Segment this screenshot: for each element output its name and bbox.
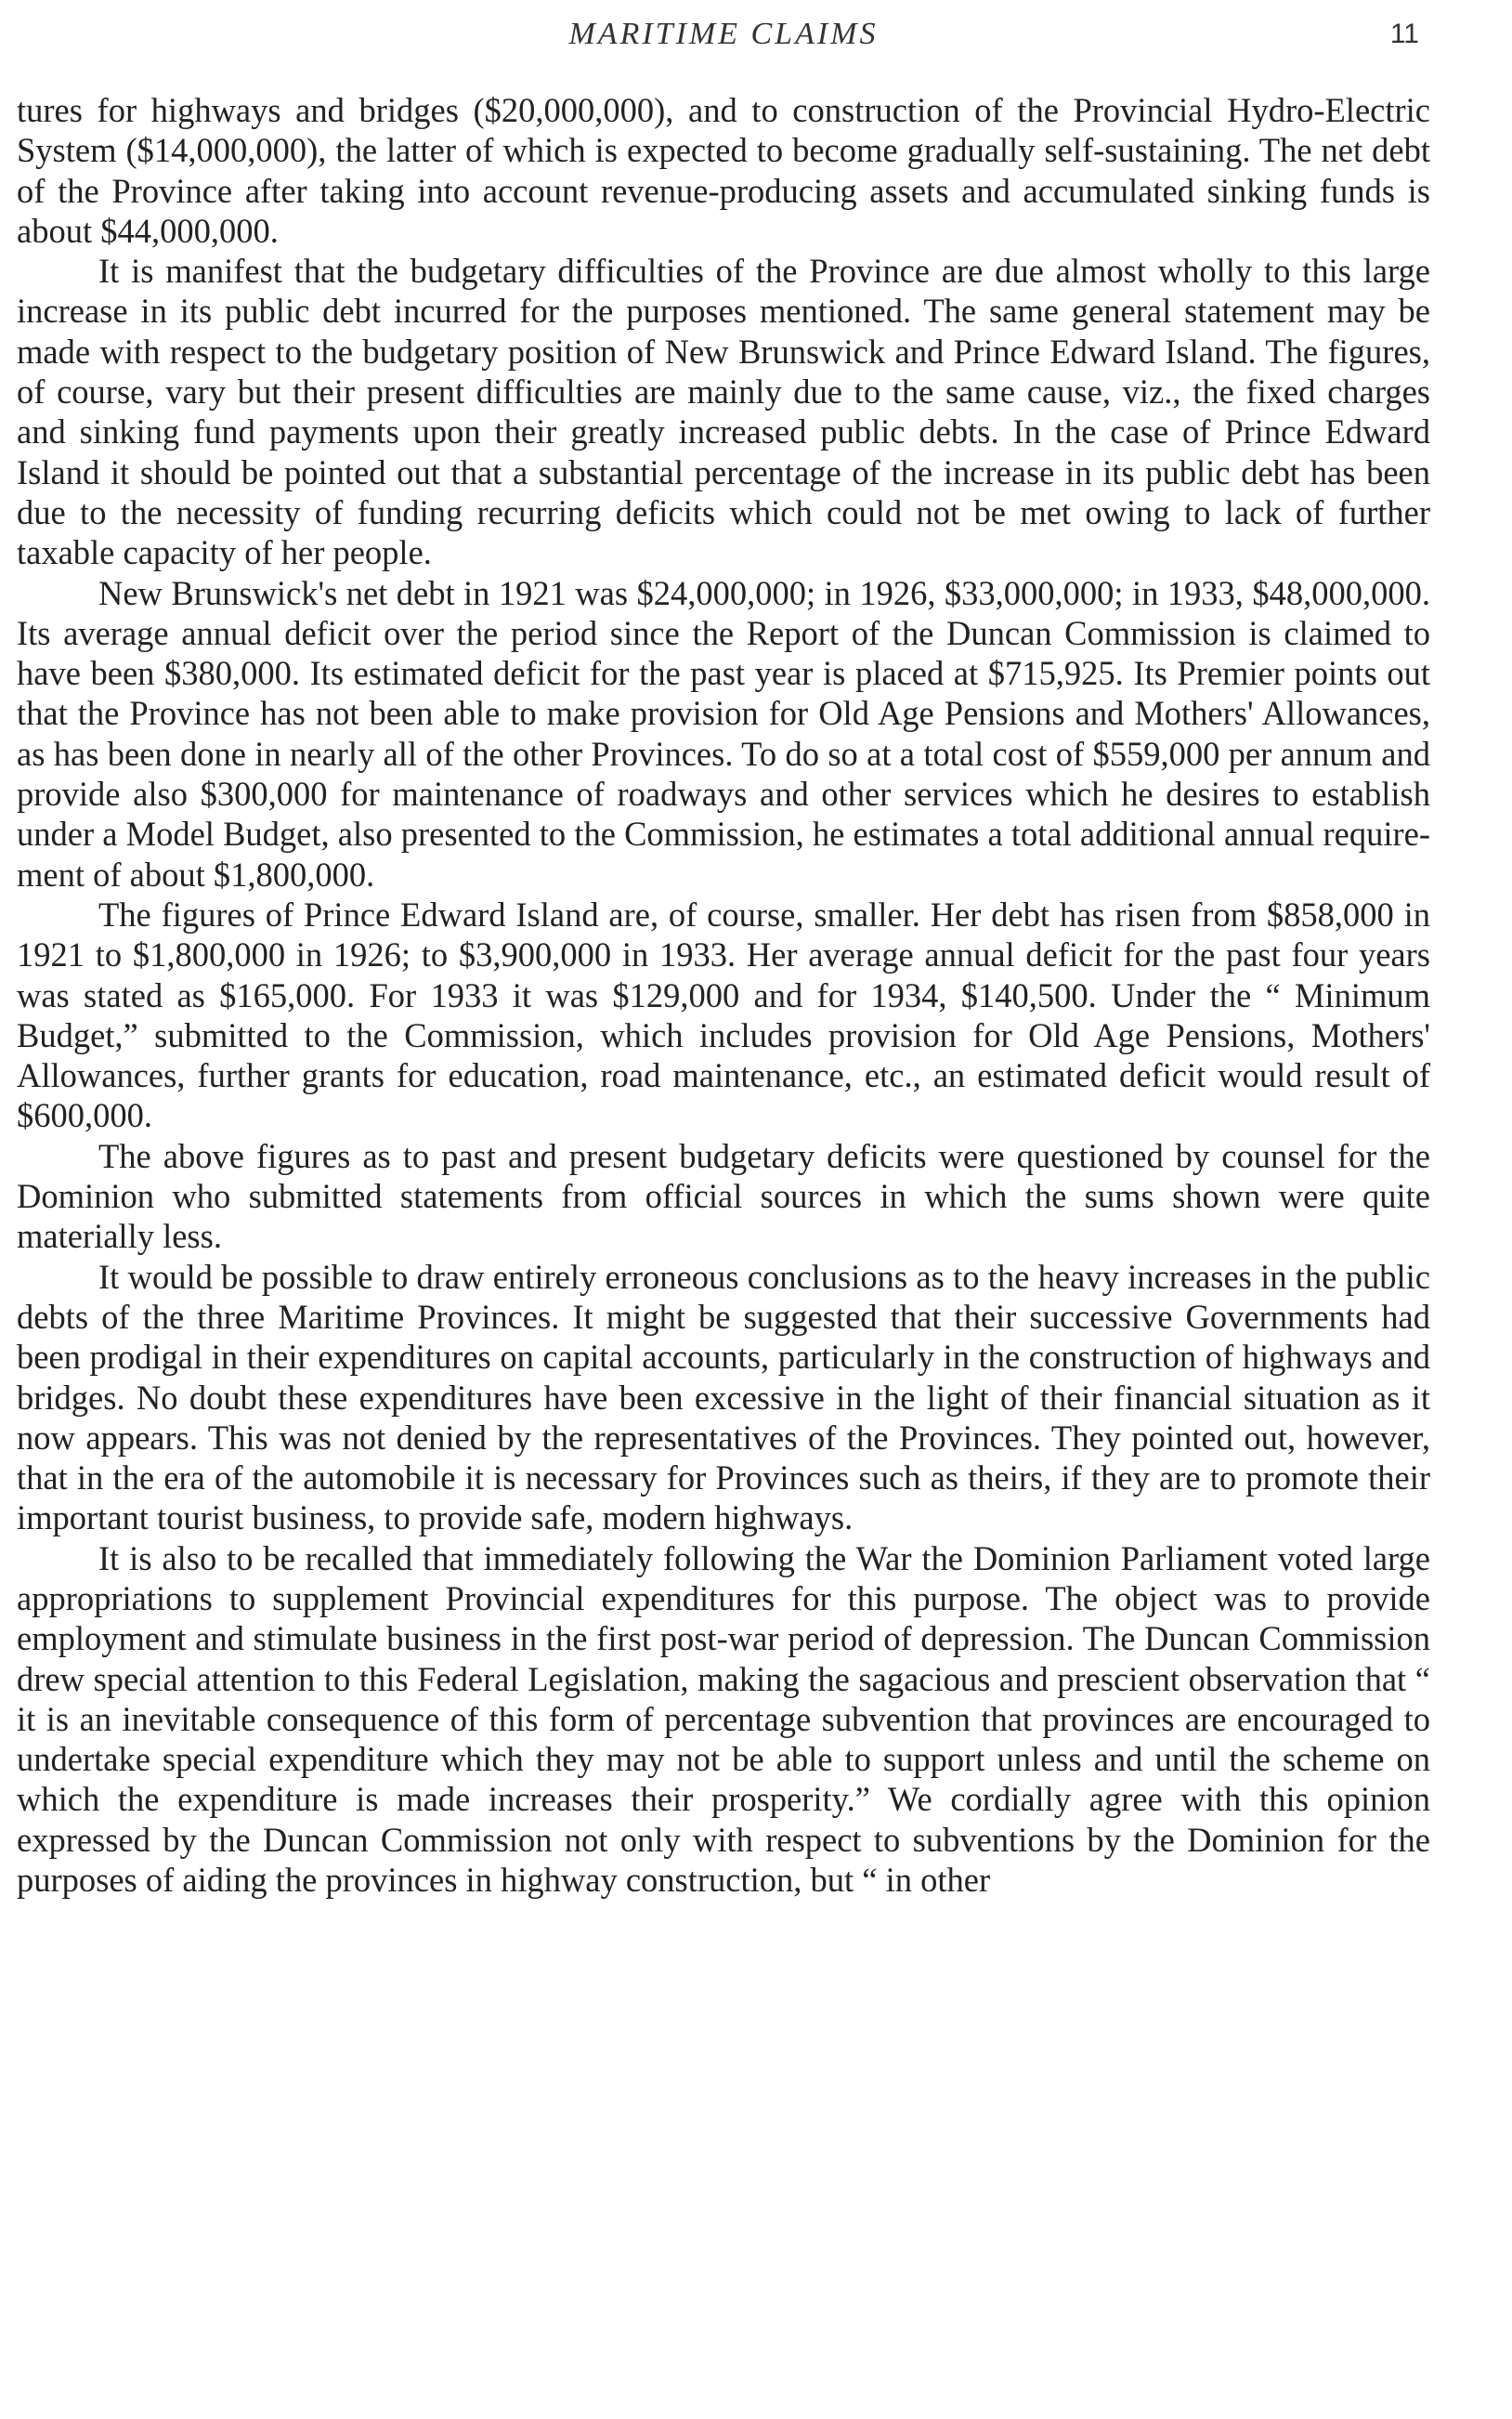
paragraph: The above figures as to past and present budgetary deficits were questioned by counsel for the Dominion who submitted statements from official sources in which the sums shown were quite materially less.	[17, 1136, 1430, 1256]
paragraph-continued: tures for highways and bridges ($20,000,000), and to construction of the Provincial Hydro-Electric System ($14,000,000), the latter of which is expected to become gradually self-sustaining. The net debt of the Province after taking into account revenue-producing assets and accumulated sinking funds is about $44,000,000.	[17, 91, 1430, 250]
page-title: MARITIME CLAIMS	[568, 17, 879, 51]
body-text	[17, 90, 1430, 1900]
paragraph: New Brunswick's net debt in 1921 was $24,000,000; in 1926, $33,000,000; in 1933, $48,000,000. Its average annual deficit over the period since the Report of the Duncan Commission is claimed to have been $380,000. Its estimated deficit for the past year is placed at $715,925. Its Premier points out that the Province has not been able to make provision for Old Age Pensions and Mothers' Allowances, as has been done in nearly all of the other Provinces. To do so at a total cost of $559,000 per annum and provide also $300,000 for maintenance of roadways and other services which he desires to establish under a Model Budget, also presented to the Commission, he estimates a total additional annual requirement of about $1,800,000.	[17, 573, 1430, 894]
paragraph: It is manifest that the budgetary difficulties of the Province are due almost wholly to this large increase in its public debt incurred for the purposes mentioned. The same general statement may be made with respect to the budgetary position of New Brunswick and Prince Edward Island. The figures, of course, vary but their present difficulties are mainly due to the same cause, viz., the fixed charges and sinking fund payments upon their greatly increased public debts. In the case of Prince Edward Island it should be pointed out that a substantial percentage of the increase in its public debt has been due to the necessity of funding recurring deficits which could not be met owing to lack of further taxable capacity of her people.	[17, 252, 1430, 572]
paragraph: It is also to be recalled that immediately following the War the Dominion Parliament voted large appropriations to supplement Provincial expenditures for this purpose. The object was to provide employment and stimulate business in the first post-war period of depression. The Duncan Commission drew special attention to this Federal Legislation, making the sagacious and prescient observation that “ it is an inevitable consequence of this form of percentage subvention that provinces are encouraged to undertake special expenditure which they may not be able to support unless and until the scheme on which the expenditure is made increases their prosperity.” We cordially agree with this opinion expressed by the Duncan Commission not only with respect to subventions by the Dominion for the purposes of aiding the provinces in highway construction, but “ in other	[17, 1538, 1430, 1900]
running-head	[0, 11, 1512, 58]
page-number: 11	[1389, 19, 1419, 49]
paragraph: The figures of Prince Edward Island are, of course, smaller. Her debt has risen from $858,000 in 1921 to $1,800,000 in 1926; to $3,900,000 in 1933. Her average annual deficit for the past four years was stated as $165,000. For 1933 it was $129,000 and for 1934, $140,500. Under the “ Minimum Budget,” submitted to the Commission, which includes provision for Old Age Pensions, Mothers' Allowances, further grants for education, road maintenance, etc., an estimated deficit would result of $600,000.	[17, 895, 1430, 1135]
paragraph: It would be possible to draw entirely erroneous conclusions as to the heavy increases in the public debts of the three Maritime Provinces. It might be suggested that their successive Governments had been prodigal in their expenditures on capital accounts, particularly in the construction of highways and bridges. No doubt these expenditures have been excessive in the light of their financial situation as it now appears. This was not denied by the representatives of the Provinces. They pointed out, however, that in the era of the automobile it is necessary for Provinces such as theirs, if they are to promote their important tourist business, to provide safe, modern highways.	[17, 1257, 1430, 1537]
